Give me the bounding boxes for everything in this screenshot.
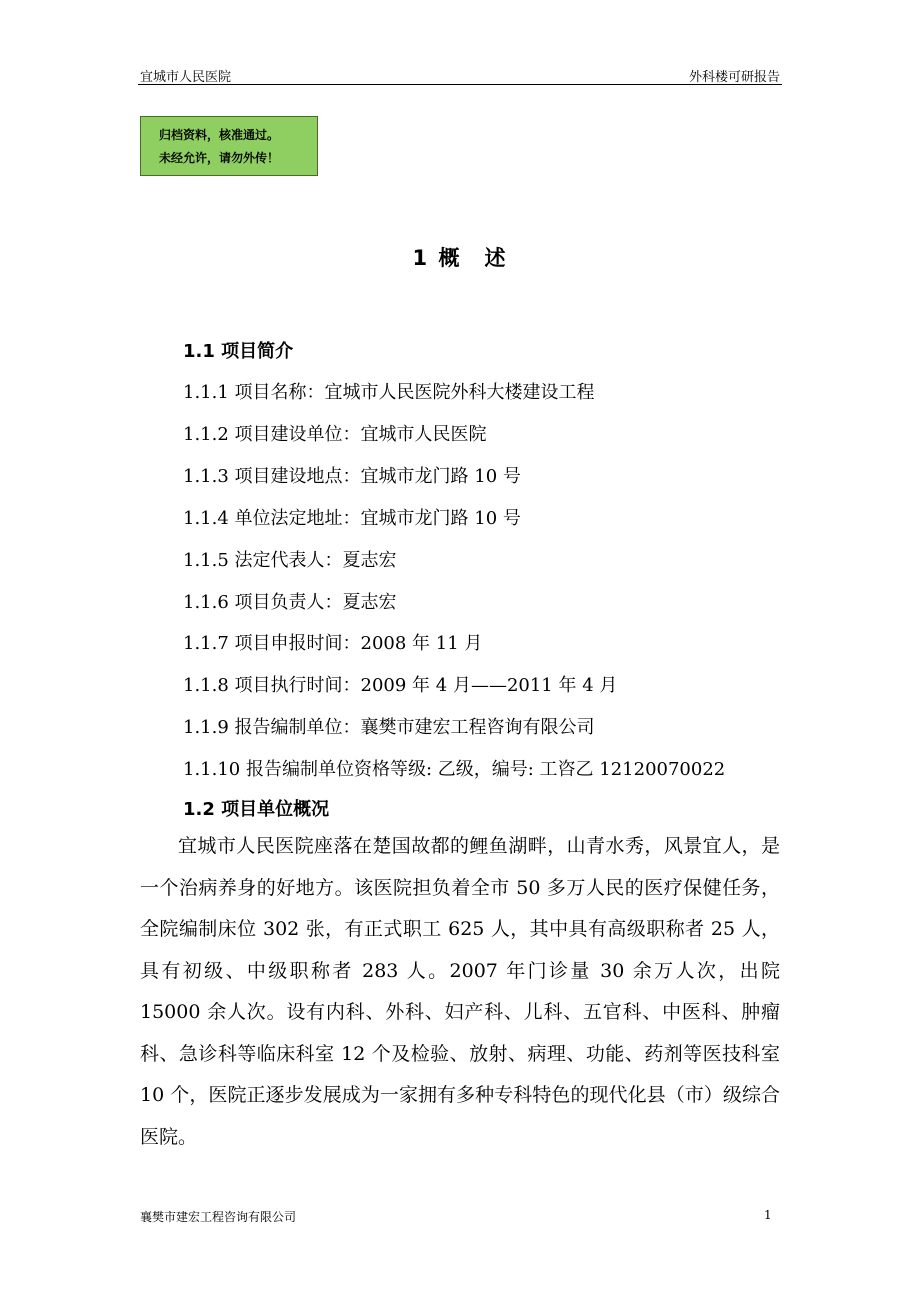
section-title-unit-overview: 1.2 项目单位概况 (183, 799, 330, 820)
header-hospital-name: 宜城市人民医院 (140, 70, 232, 85)
item-legal-address: 1.1.4 单位法定地址：宜城市龙门路 10 号 (183, 508, 521, 529)
item-execution-period: 1.1.8 项目执行时间：2009 年 4 月——2011 年 4 月 (183, 675, 618, 696)
item-qualification-grade: 1.1.10 报告编制单位资格等级: 乙级，编号: 工咨乙 12120070022 (183, 759, 726, 780)
unit-overview-paragraph: 宜城市人民医院座落在楚国故都的鲤鱼湖畔，山青水秀，风景宜人，是一个治病养身的好地方。该医院担负着全市 50 多万人民的医疗保健任务，全院编制床位 302 张，有正式职工 625 人，其中具有高级职称者 25 人，具有初级、中级职称者 283 人。2007 年门诊量 30 余万人次，出院 15000 余人次。设有内科、外科、妇产科、儿科、五官科、中医科、肿瘤科、急诊科等临床科室 12 个及检验、放射、病理、功能、药剂等医技科室 10 个，医院正逐步发展成为一家拥有多种专科特色的现代化县（市）级综合医院。 (140, 835, 780, 1148)
section-title-project-intro: 1.1 项目简介 (183, 341, 294, 362)
chapter-title: 1 概 述 (412, 246, 508, 270)
header-report-title: 外科楼可研报告 (688, 70, 780, 85)
item-report-preparer: 1.1.9 报告编制单位：襄樊市建宏工程咨询有限公司 (183, 717, 595, 738)
item-project-name: 1.1.1 项目名称：宜城市人民医院外科大楼建设工程 (183, 382, 595, 403)
stamp-line-1: 归档资料，核准通过。 (159, 128, 280, 142)
page-number: 1 (764, 1208, 772, 1222)
header-divider (138, 84, 782, 85)
item-construction-unit: 1.1.2 项目建设单位：宜城市人民医院 (183, 424, 487, 445)
stamp-line-2: 未经允许，请勿外传！ (159, 151, 280, 165)
item-legal-representative: 1.1.5 法定代表人：夏志宏 (183, 550, 397, 571)
archive-stamp (140, 116, 318, 176)
item-construction-site: 1.1.3 项目建设地点：宜城市龙门路 10 号 (183, 466, 521, 487)
footer-company: 襄樊市建宏工程咨询有限公司 (140, 1210, 297, 1224)
item-application-date: 1.1.7 项目申报时间：2008 年 11 月 (183, 633, 483, 654)
item-project-leader: 1.1.6 项目负责人：夏志宏 (183, 592, 397, 613)
